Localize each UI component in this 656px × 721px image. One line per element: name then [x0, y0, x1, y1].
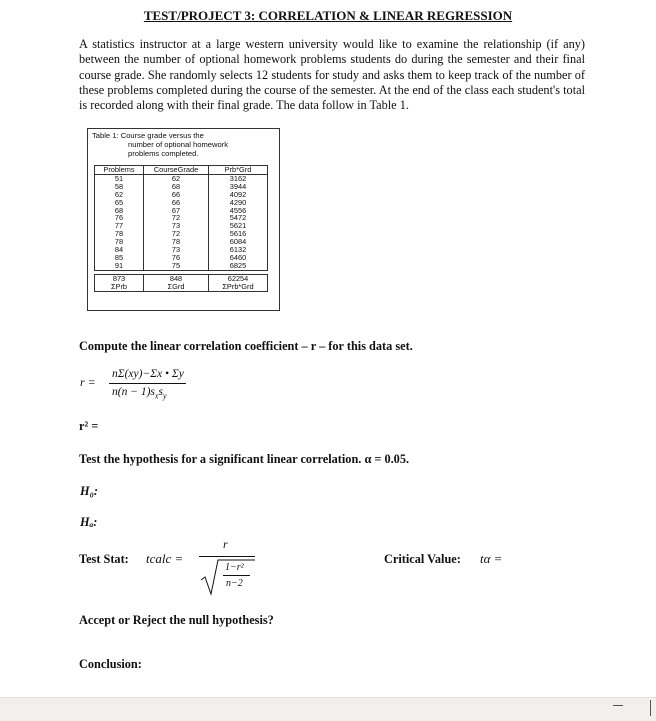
table-cell: 66	[144, 191, 209, 199]
intro-paragraph: A statistics instructor at a large western university would like to examine the relationship (if any) between the number of optional homework problems students do during the semester and their final course grade. She randomly selects 12 students for study and asks them to keep track of the number of these problems completed during the course of the semester. At the end of the class each student's total is recorded along with their final grade. The data follow in Table 1.	[79, 37, 585, 113]
table-cell: 873	[95, 274, 144, 282]
table-cell: 65	[95, 199, 144, 207]
table-cell: 3162	[209, 174, 268, 182]
accept-reject-question: Accept or Reject the null hypothesis?	[79, 613, 274, 627]
table-cell: 76	[95, 214, 144, 222]
table-cell: CourseGrade	[144, 166, 209, 175]
table-cell: 66	[144, 199, 209, 207]
table-cell: 62	[95, 191, 144, 199]
table-cell: 85	[95, 254, 144, 262]
table-cell: 68	[144, 183, 209, 191]
viewer-bottom-strip	[0, 697, 656, 721]
table-cell: 78	[95, 230, 144, 238]
table-cell: 78	[95, 238, 144, 246]
t-calc-fraction-bar	[199, 556, 255, 557]
r-formula-fraction-bar	[109, 383, 186, 384]
table-cell: 76	[144, 254, 209, 262]
table-cell: 67	[144, 207, 209, 215]
conclusion-label: Conclusion:	[79, 657, 142, 671]
table-cell: ΣPrb*Grd	[209, 283, 268, 291]
table-cell: Prb*Grd	[209, 166, 268, 175]
table-cell: 3944	[209, 183, 268, 191]
table-cell: 77	[95, 222, 144, 230]
table-caption-line-2: number of optional homework	[128, 140, 229, 149]
t-calc-numerator: r	[223, 537, 228, 551]
hypothesis-question: Test the hypothesis for a significant linear correlation. α = 0.05.	[79, 452, 410, 466]
table-cell: 62254	[209, 274, 268, 282]
table-cell: 62	[144, 174, 209, 182]
critical-value-rhs: tα =	[480, 551, 503, 566]
table-cell: 72	[144, 230, 209, 238]
table-row	[95, 262, 268, 270]
table-cell: 4556	[209, 207, 268, 215]
table-caption-line-3: problems completed.	[128, 149, 199, 158]
r-formula-lhs: r =	[80, 375, 96, 389]
table-cell: 6825	[209, 262, 268, 270]
table-cell: 5472	[209, 214, 268, 222]
t-calc-lhs: tcalc =	[146, 551, 184, 566]
table-cell: 6084	[209, 238, 268, 246]
table-cell: ΣPrb	[95, 283, 144, 291]
critical-value-label: Critical Value:	[384, 552, 461, 566]
r-formula-numerator: nΣ(xy)−Σx • Σy	[112, 368, 184, 380]
table-cell: 58	[95, 183, 144, 191]
table-cell: 75	[144, 262, 209, 270]
r-formula-denominator: $n(n - 1)s_xs_y$	[112, 386, 167, 401]
table-caption	[92, 131, 272, 158]
ha-label: Hₐ:	[80, 515, 98, 529]
table-cell: 4290	[209, 199, 268, 207]
test-stat-label: Test Stat:	[79, 552, 129, 566]
table-cell: 5621	[209, 222, 268, 230]
page-title: TEST/PROJECT 3: CORRELATION & LINEAR REGRESSION	[143, 8, 513, 23]
table-cell: 6132	[209, 246, 268, 254]
table-cell: 68	[95, 207, 144, 215]
table-cell: Problems	[95, 166, 144, 175]
h0-label: H₀:	[80, 484, 98, 498]
t-calc-radicand-numerator: 1−r²	[225, 562, 244, 573]
table-cell: 91	[95, 262, 144, 270]
scroll-marker-icon	[613, 705, 623, 706]
table-cell: 73	[144, 222, 209, 230]
t-calc-radicand-bar	[223, 575, 250, 576]
table-cell: 6460	[209, 254, 268, 262]
table-cell: 848	[144, 274, 209, 282]
table-cell: 4092	[209, 191, 268, 199]
table-cell: 78	[144, 238, 209, 246]
table-caption-line-1: Table 1: Course grade versus the	[92, 131, 204, 140]
compute-r-question: Compute the linear correlation coefficient – r – for this data set.	[79, 339, 413, 353]
table-cell: ΣGrd	[144, 283, 209, 291]
table-cell: 5616	[209, 230, 268, 238]
table-cell: 73	[144, 246, 209, 254]
t-calc-radicand-denominator: n−2	[226, 578, 243, 589]
table-cell: 84	[95, 246, 144, 254]
table-cell: 72	[144, 214, 209, 222]
scrollbar-edge[interactable]	[650, 700, 651, 716]
table-cell: 51	[95, 174, 144, 182]
data-table-box	[87, 128, 280, 311]
data-table	[94, 165, 268, 292]
r-squared-label: r² =	[79, 419, 99, 433]
table-sum-label-row	[95, 283, 268, 291]
